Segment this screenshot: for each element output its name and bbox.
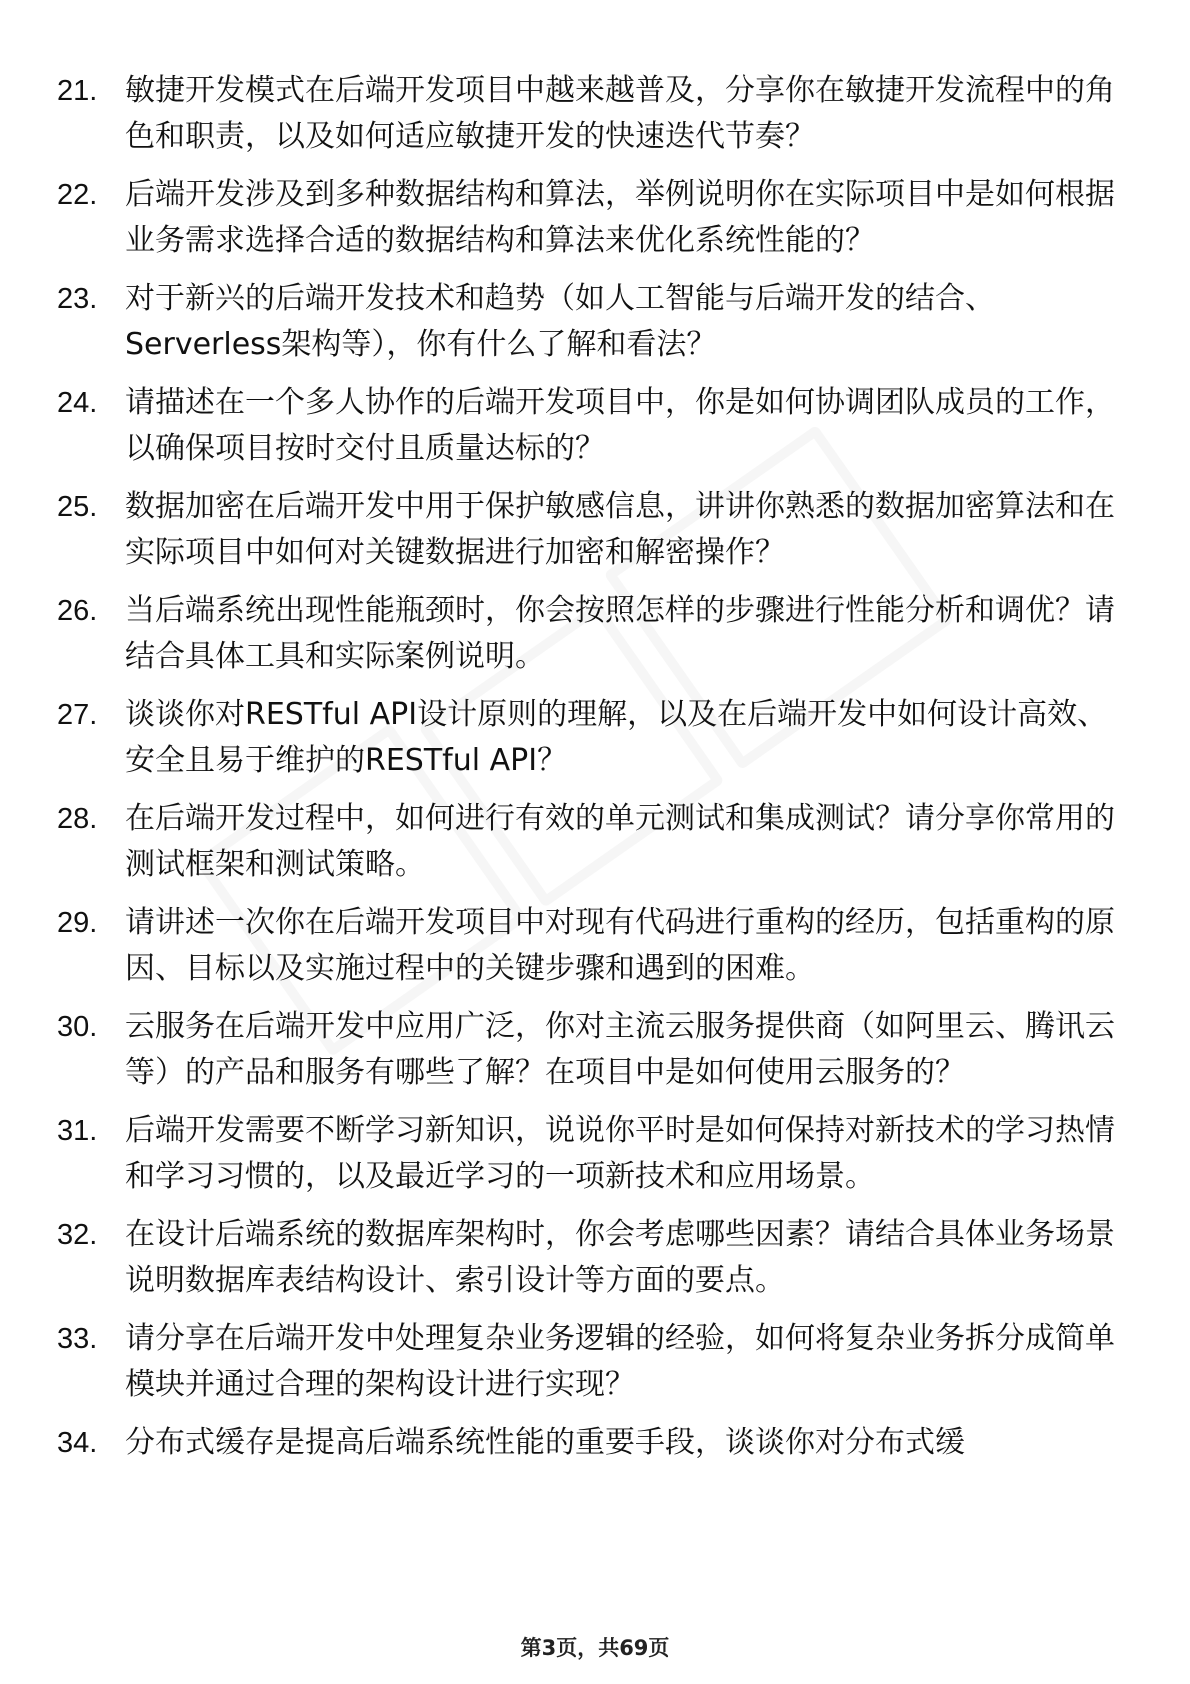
list-item bbox=[57, 484, 1137, 576]
question-text: 谈谈你对RESTful API设计原则的理解，以及在后端开发中如何设计高效、安全且易于维护的RESTful API？ bbox=[125, 697, 1108, 778]
question-text: 分布式缓存是提高后端系统性能的重要手段，谈谈你对分布式缓 bbox=[125, 1425, 965, 1460]
list-item bbox=[57, 172, 1137, 264]
list-item bbox=[57, 1420, 1137, 1466]
question-number: 27. bbox=[57, 699, 98, 731]
question-number: 21. bbox=[57, 75, 98, 107]
question-number: 34. bbox=[57, 1427, 98, 1459]
list-item bbox=[57, 1316, 1137, 1408]
question-number: 24. bbox=[57, 387, 98, 419]
question-text: 在后端开发过程中，如何进行有效的单元测试和集成测试？请分享你常用的测试框架和测试策略。 bbox=[125, 801, 1115, 882]
list-item bbox=[57, 276, 1137, 368]
question-number: 25. bbox=[57, 491, 98, 523]
question-text: 当后端系统出现性能瓶颈时，你会按照怎样的步骤进行性能分析和调优？请结合具体工具和实际案例说明。 bbox=[125, 593, 1115, 674]
question-text: 在设计后端系统的数据库架构时，你会考虑哪些因素？请结合具体业务场景说明数据库表结构设计、索引设计等方面的要点。 bbox=[125, 1217, 1115, 1298]
question-text: 后端开发需要不断学习新知识，说说你平时是如何保持对新技术的学习热情和学习习惯的，以及最近学习的一项新技术和应用场景。 bbox=[125, 1113, 1115, 1194]
question-text: 请分享在后端开发中处理复杂业务逻辑的经验，如何将复杂业务拆分成简单模块并通过合理的架构设计进行实现？ bbox=[125, 1321, 1115, 1402]
list-item bbox=[57, 1108, 1137, 1200]
question-number: 23. bbox=[57, 283, 98, 315]
list-item bbox=[57, 692, 1137, 784]
question-number: 29. bbox=[57, 907, 98, 939]
question-number: 28. bbox=[57, 803, 98, 835]
list-item bbox=[57, 380, 1137, 472]
list-item bbox=[57, 900, 1137, 992]
question-text: 后端开发涉及到多种数据结构和算法，举例说明你在实际项目中是如何根据业务需求选择合适的数据结构和算法来优化系统性能的？ bbox=[125, 177, 1115, 258]
question-number: 33. bbox=[57, 1323, 98, 1355]
page-footer: 第3页，共69页 bbox=[520, 1636, 670, 1660]
question-text: 对于新兴的后端开发技术和趋势（如人工智能与后端开发的结合、Serverless架构等），你有什么了解和看法？ bbox=[125, 281, 995, 362]
list-item bbox=[57, 1004, 1137, 1096]
question-text: 数据加密在后端开发中用于保护敏感信息，讲讲你熟悉的数据加密算法和在实际项目中如何对关键数据进行加密和解密操作？ bbox=[125, 489, 1115, 570]
question-number: 22. bbox=[57, 179, 98, 211]
list-item bbox=[57, 796, 1137, 888]
question-number: 30. bbox=[57, 1011, 98, 1043]
list-item bbox=[57, 1212, 1137, 1304]
question-number: 31. bbox=[57, 1115, 98, 1147]
question-text: 敏捷开发模式在后端开发项目中越来越普及，分享你在敏捷开发流程中的角色和职责，以及如何适应敏捷开发的快速迭代节奏？ bbox=[125, 73, 1115, 154]
question-list bbox=[57, 68, 1137, 1478]
question-text: 请描述在一个多人协作的后端开发项目中，你是如何协调团队成员的工作，以确保项目按时交付且质量达标的？ bbox=[125, 385, 1115, 466]
list-item bbox=[57, 68, 1137, 160]
question-number: 26. bbox=[57, 595, 98, 627]
question-text: 请讲述一次你在后端开发项目中对现有代码进行重构的经历，包括重构的原因、目标以及实施过程中的关键步骤和遇到的困难。 bbox=[125, 905, 1115, 986]
list-item bbox=[57, 588, 1137, 680]
question-text: 云服务在后端开发中应用广泛，你对主流云服务提供商（如阿里云、腾讯云等）的产品和服务有哪些了解？在项目中是如何使用云服务的？ bbox=[125, 1009, 1115, 1090]
question-number: 32. bbox=[57, 1219, 98, 1251]
